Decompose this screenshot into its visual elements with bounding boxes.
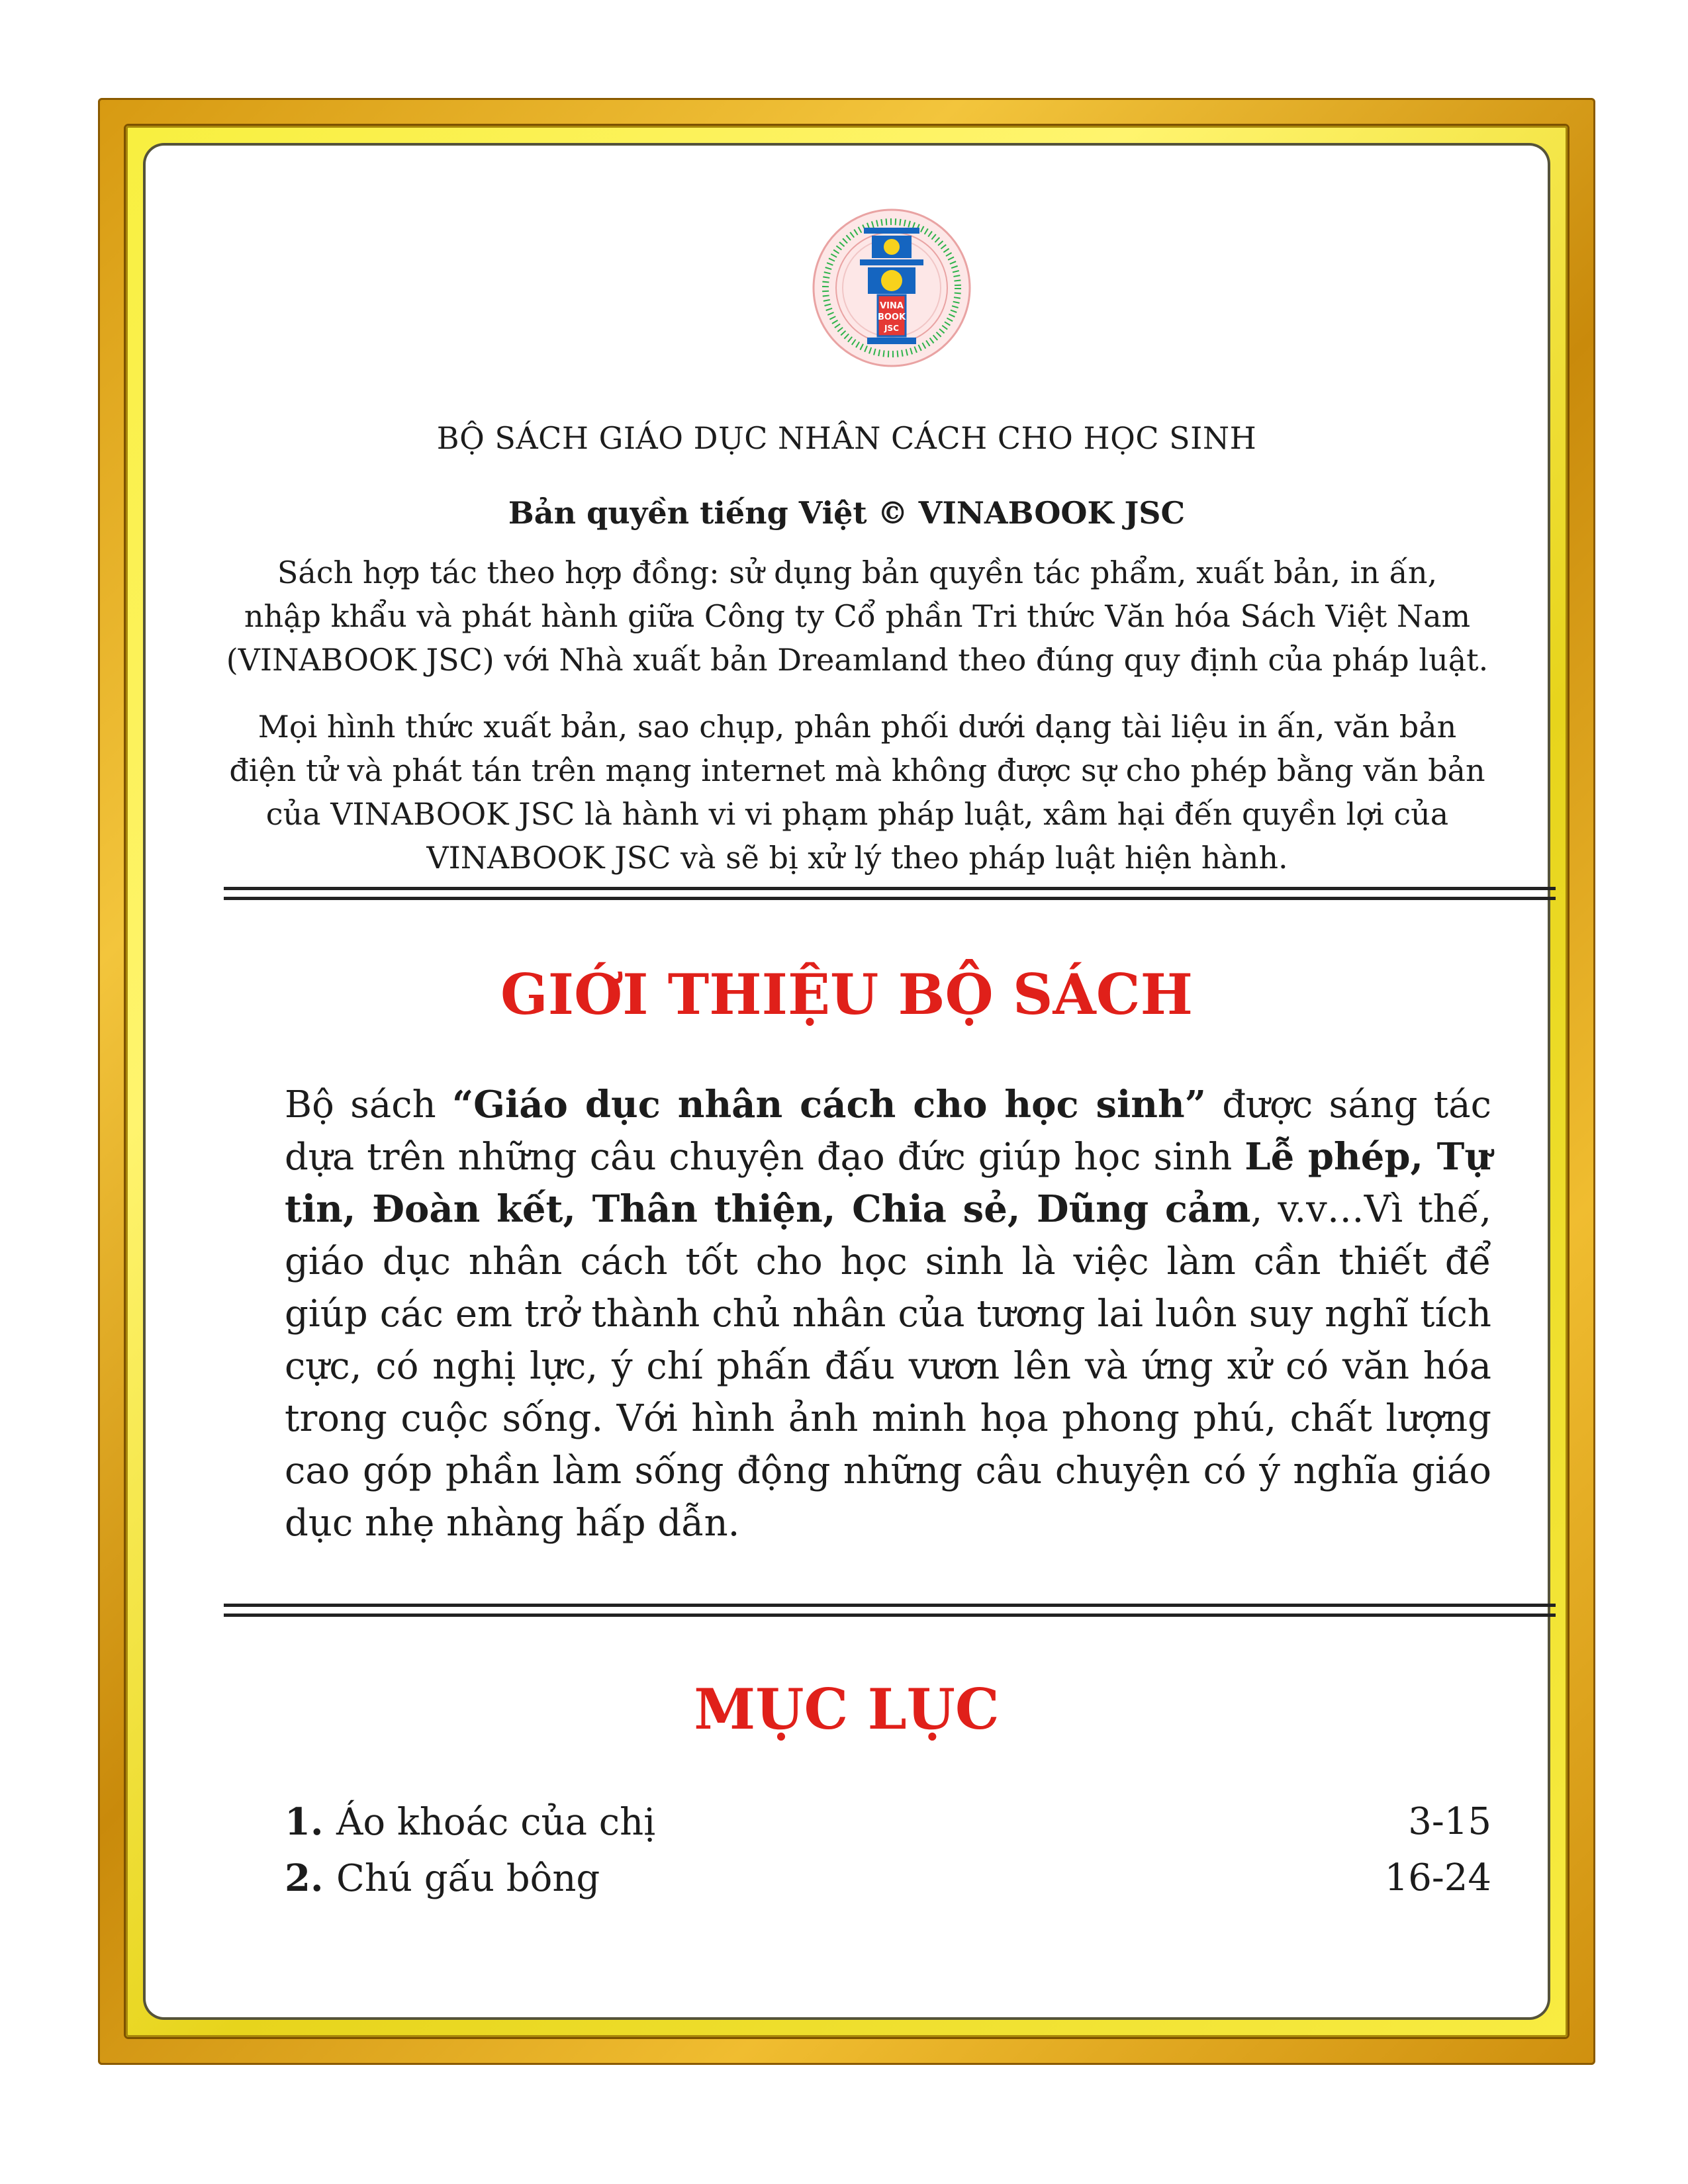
intro-text: , v.v…Vì thế, giáo dục nhân cách tốt cho học sinh là việc làm cần thiết để giúp các em trở thành chủ nhân của tương lai luôn suy nghĩ tích cực, có nghị lực, ý chí phấn đấu vươn lên và ứng xử có văn hóa trong cuộc sống. Với hình ảnh minh họa phong phú, chất lượng cao góp phần làm sống động những câu chuyện có ý nghĩa giáo dục nhẹ nhàng hấp dẫn. <box>285 1188 1491 1545</box>
intro-heading: GIỚI THIỆU BỘ SÁCH <box>500 962 1193 1027</box>
toc-item-number: 2. <box>285 1856 336 1900</box>
page-content <box>146 146 1548 2017</box>
svg-text:BOOK: BOOK <box>877 312 906 322</box>
svg-text:JSC: JSC <box>884 324 899 333</box>
agreement-paragraph <box>192 551 1523 682</box>
toc-item-number: 1. <box>285 1800 336 1844</box>
toc-item-title: Chú gấu bông <box>336 1857 600 1900</box>
warning-paragraph <box>192 705 1523 880</box>
intro-text: được sáng tác dựa trên những câu chuyện đạo đức giúp học sinh <box>285 1083 1491 1179</box>
warning-line: của VINABOOK JSC là hành vi vi phạm pháp luật, xâm hại đến quyền lợi của <box>265 796 1449 832</box>
toc-item <box>285 1856 1491 1909</box>
decorative-border <box>98 98 1595 2065</box>
series-title: BỘ SÁCH GIÁO DỤC NHÂN CÁCH CHO HỌC SINH <box>436 420 1257 456</box>
agreement-line: nhập khẩu và phát hành giữa Công ty Cổ phần Tri thức Văn hóa Sách Việt Nam <box>244 598 1471 634</box>
toc-item-pages: 3-15 <box>1408 1800 1491 1843</box>
intro-book-title: “Giáo dục nhân cách cho học sinh” <box>451 1083 1206 1126</box>
toc-item-title: Áo khoác của chị <box>336 1801 656 1844</box>
copyright-line: Bản quyền tiếng Việt © VINABOOK JSC <box>508 495 1186 531</box>
double-divider <box>224 1604 1556 1617</box>
toc-item-pages: 16-24 <box>1384 1856 1491 1899</box>
vinabook-logo-icon <box>809 205 974 371</box>
double-divider <box>224 887 1556 900</box>
intro-text: Bộ sách <box>285 1083 452 1126</box>
warning-line: điện tử và phát tán trên mạng internet mà không được sự cho phép bằng văn bản <box>229 752 1485 788</box>
warning-line: Mọi hình thức xuất bản, sao chụp, phân phối dưới dạng tài liệu in ấn, văn bản <box>258 709 1457 745</box>
agreement-line: Sách hợp tác theo hợp đồng: sử dụng bản quyền tác phẩm, xuất bản, in ấn, <box>277 555 1438 590</box>
toc-heading: MỤC LỤC <box>694 1676 1000 1742</box>
warning-line: VINABOOK JSC và sẽ bị xử lý theo pháp luật hiện hành. <box>426 840 1288 876</box>
decorative-border-inner <box>126 126 1568 2037</box>
svg-text:VINA: VINA <box>880 301 904 311</box>
toc-item <box>285 1800 1491 1853</box>
intro-values: Lễ phép, Tự tin, Đoàn kết, Thân thiện, Chia sẻ, Dũng cảm <box>285 1135 1491 1231</box>
intro-paragraph <box>285 1079 1491 1549</box>
agreement-line: (VINABOOK JSC) với Nhà xuất bản Dreamland theo đúng quy định của pháp luật. <box>226 642 1489 678</box>
